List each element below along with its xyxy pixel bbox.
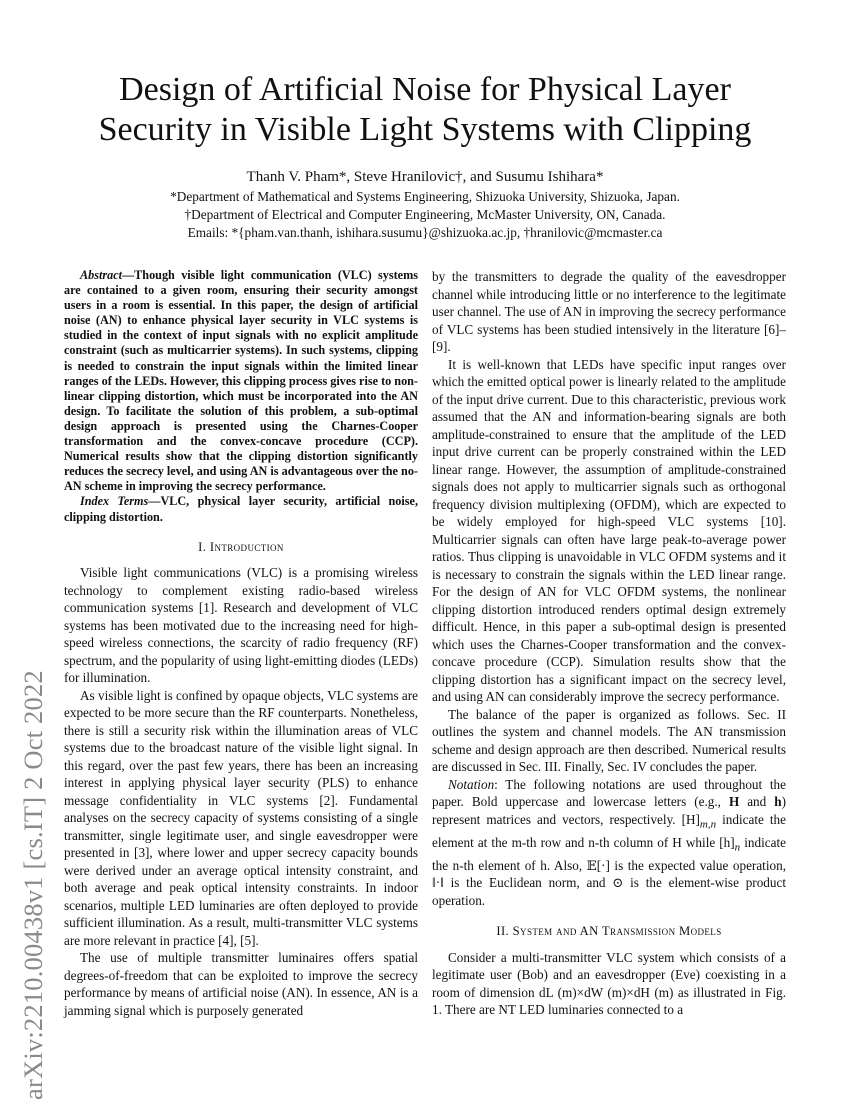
- section-heading-introduction: I. Introduction: [198, 539, 284, 554]
- index-terms-text: —VLC, physical layer security, artificial noise, clipping distortion.: [64, 494, 418, 524]
- emails: Emails: *{pham.van.thanh, ishihara.susumu}@shizuoka.ac.jp, †hranilovic@mcmaster.ca: [187, 225, 663, 240]
- paragraph: The use of multiple transmitter luminaires offers spatial degrees-of-freedom that can be exploited to improve the secrecy performance by means of artificial noise (AN). In essence, AN is a jamming signal which is purposely generated: [64, 950, 418, 1018]
- notation-symbol: H: [728, 794, 740, 809]
- right-column: [432, 268, 786, 1019]
- notation-text: : The following notations are used throughout the paper. Bold uppercase and lowercase letters (e.g.,: [432, 776, 786, 809]
- paragraph: by the transmitters to degrade the quality of the eavesdropper channel while introducing little or no interference to the legitimate user channel. The use of AN in improving the secrecy performance of VLC systems has been studied intensively in the literature [6]–[9].: [432, 269, 786, 354]
- arxiv-identifier: arXiv:2210.00438v1 [cs.IT] 2 Oct 2022: [18, 670, 48, 1100]
- abstract-text: —Though visible light communication (VLC) systems are contained to a given room, ensuring their security amongst users in a room is essential. In this paper, the design of artificial noise (AN) to enhance physical layer security in VLC systems is studied in the context of input signals with no explicit amplitude constraint (such as multicarrier systems). In such systems, clipping is needed to constrain the input signals within the limited linear ranges of the LEDs. However, this clipping process gives rise to non-linear clipping distortion, which must be incorporated into the AN design. To facilitate the solution of this problem, a sub-optimal design approach is presented using the Charnes-Cooper transformation and the convex-concave procedure (CCP). Numerical results show that the clipping distortion significantly reduces the secrecy level, and using AN is advantageous over the no-AN scheme in improving the secrecy performance.: [64, 268, 418, 494]
- notation-subscript: m,n: [699, 818, 717, 831]
- section-heading-system-models: II. System and AN Transmission Models: [496, 924, 722, 939]
- notation-text: indicate the element at the m-th row and n-th column of H while [h]: [432, 811, 786, 850]
- left-column: [64, 268, 418, 1019]
- paragraph: Visible light communications (VLC) is a promising wireless technology to complement existing radio-based wireless communication systems [1]. Research and development of VLC systems has been motivated due to the increasing need for high-speed wireless connections, the scarcity of radio frequency (RF) spectrum, and the popularity of using light-emitting diodes (LEDs) for illumination.: [64, 565, 418, 686]
- notation-paragraph: [432, 776, 786, 910]
- paragraph: It is well-known that LEDs have specific input ranges over which the emitted optical power is linearly related to the amplitude of the input drive current. Due to this characteristic, previous work assumed that the AN and information-bearing signals are both amplitude-constrained to ensure that the amplitude of the LED input drive current can be properly constrained within the LED linear range. However, the assumption of amplitude-constrained signals does not apply to multicarrier signals such as orthogonal frequency division multiplexing (OFDM), which are expected to be widely employed for high-speed VLC systems [10]. Multicarrier signals can often have large peak-to-average power ratios. Thus clipping is unavoidable in VLC OFDM systems and it is necessary to constrain the signals within the LED linear range. For the design of AN for VLC OFDM systems, the nonlinear clipping distortion introduced renders optimal design extremely difficult. Hence, in this paper a sub-optimal design is presented which uses the Charnes-Cooper transformation and the convex-concave procedure (CCP). Simulation results show that the clipping distortion has a significant impact on the secrecy level, and using AN can considerably improve the secrecy performance.: [432, 356, 786, 704]
- paragraph: As visible light is confined by opaque objects, VLC systems are expected to be more secure than the RF counterparts. Nonetheless, there is still a security risk within the illumination areas of VLC systems due to the broadcast nature of the visible light signal. In this regard, over the past few years, there has been an increasing interest in applying physical layer security (PLS) to enhance message confidentiality in VLC systems [2]. Fundamental analyses on the secrecy capacity of systems consisting of a single transmitter, single legitimate user, and single eavesdropper were presented in [3], where lower and upper secrecy capacity bounds were derived under an average optical intensity constraint, and both average and peak optical intensity constraints. In indoor scenarios, multiple LED luminaries are often deployed to provide sufficient illumination. As a result, multi-transmitter VLC systems are more relevant in practice [4], [5].: [64, 687, 418, 948]
- authors: Thanh V. Pham*, Steve Hranilovic†, and Susumu Ishihara*: [246, 169, 604, 185]
- paragraph: The balance of the paper is organized as follows. Sec. II outlines the system and channel models. The AN transmission scheme and design approach are then described. Numerical results are discussed in Sec. III. Finally, Sec. IV concludes the paper.: [432, 706, 786, 774]
- abstract-label: Abstract: [80, 268, 122, 282]
- affiliation-1: *Department of Mathematical and Systems Engineering, Shizuoka University, Shizuoka, Japan.: [170, 189, 680, 204]
- index-terms-label: Index Terms: [80, 494, 149, 509]
- notation-symbol: h: [774, 794, 782, 809]
- title-line-1: Design of Artificial Noise for Physical Layer: [119, 71, 731, 108]
- title-line-2: Security in Visible Light Systems with Clipping: [98, 111, 752, 148]
- paper-title: [0, 70, 850, 150]
- notation-label: Notation: [448, 776, 495, 792]
- notation-text: indicate the n-th element of h. Also, 𝔼[·] is the expected value operation, ‖·‖ is the Euclidean norm, and ⊙ is the element-wise product operation.: [432, 834, 786, 908]
- paragraph: Consider a multi-transmitter VLC system which consists of a legitimate user (Bob) and an eavesdropper (Eve) coexisting in a room of dimension dL (m)×dW (m)×dH (m) as illustrated in Fig. 1. There are NT LED luminaries connected to a: [432, 949, 786, 1018]
- notation-text: and: [739, 794, 775, 809]
- affiliation-2: †Department of Electrical and Computer Engineering, McMaster University, ON, Canada.: [184, 207, 666, 222]
- abstract: [64, 268, 418, 494]
- notation-text: ) represent matrices and vectors, respectively. [H]: [432, 794, 786, 827]
- notation-subscript: n: [734, 841, 741, 854]
- index-terms: [64, 494, 418, 524]
